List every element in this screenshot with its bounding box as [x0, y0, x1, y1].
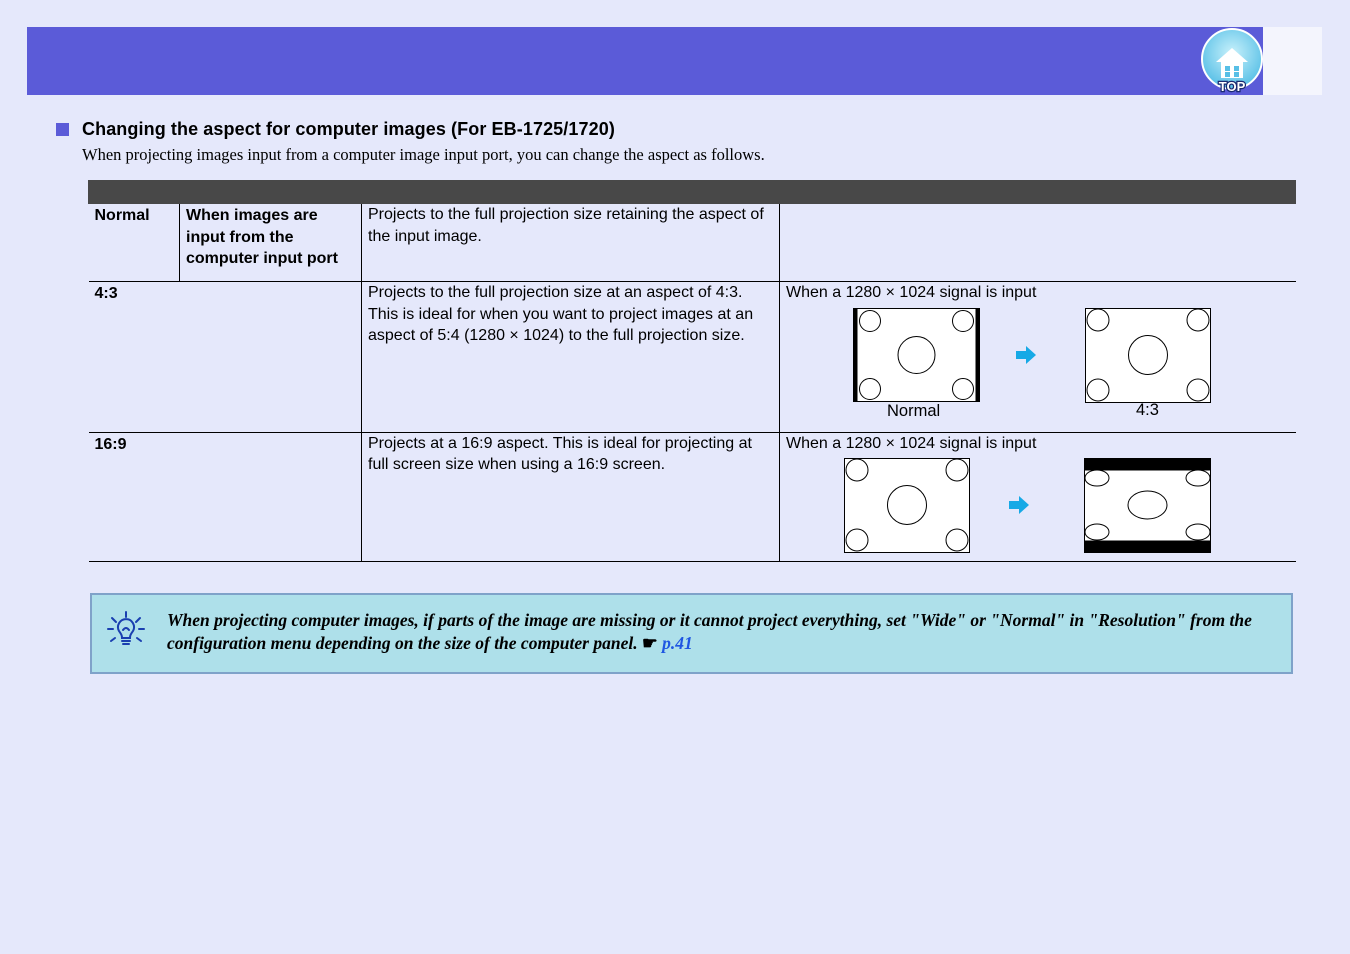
header-cap: [1263, 27, 1322, 95]
screen-4-3: [1086, 308, 1211, 402]
aspect-diagram-svg: [780, 304, 1284, 432]
mode-cell: 4:3: [89, 282, 362, 433]
example-cell: [780, 282, 1296, 433]
top-button[interactable]: [1200, 28, 1264, 94]
screen-normal: [845, 459, 970, 553]
aspect-diagram-4-3: [786, 304, 1290, 432]
header-band: [27, 27, 1263, 95]
example-caption: When a 1280 × 1024 signal is input: [786, 284, 1037, 301]
figure-label-normal: Normal: [887, 401, 941, 420]
mode-cell: 16:9: [89, 432, 362, 561]
aspect-diagram-16-9: [786, 454, 1290, 558]
table-row: [89, 282, 1296, 433]
page-link[interactable]: p.41: [662, 632, 693, 653]
example-cell: [780, 432, 1296, 561]
figure-label-4-3: 4:3: [1136, 400, 1159, 419]
section-title: Changing the aspect for computer images (For EB-1725/1720): [82, 118, 615, 139]
screen-normal: [854, 308, 980, 401]
arrow-right-icon: [1016, 346, 1036, 364]
description-cell: Projects at a 16:9 aspect. This is ideal for projecting at full screen size when using a 16:9 screen.: [362, 432, 780, 561]
example-cell: [780, 204, 1296, 282]
arrow-right-icon: [1009, 496, 1029, 514]
table-header-row: [89, 181, 1296, 204]
aspect-table: [88, 180, 1296, 562]
description-cell: Projects to the full projection size at an aspect of 4:3. This is ideal for when you want to project images at an aspect of 5:4 (1280 × 1024) to the full projection size.: [362, 282, 780, 433]
description-cell: Projects to the full projection size retaining the aspect of the input image.: [362, 204, 780, 282]
bullet-square-icon: [56, 123, 69, 136]
screen-16-9: [1085, 459, 1211, 553]
pointing-hand-icon: ☛: [641, 632, 658, 653]
table-header-bar: [89, 181, 1296, 204]
condition-cell: When images are input from the computer input port: [180, 204, 362, 282]
example-caption: When a 1280 × 1024 signal is input: [786, 434, 1037, 452]
top-label: TOP: [1218, 79, 1246, 94]
table-row: [89, 204, 1296, 282]
tip-text: [167, 609, 1277, 654]
aspect-diagram-svg: [780, 454, 1284, 558]
section-heading: [56, 118, 615, 140]
top-house-icon: [1200, 28, 1264, 94]
lightbulb-tip-icon: [106, 609, 146, 649]
mode-cell: Normal: [89, 204, 180, 282]
section-intro: When projecting images input from a computer image input port, you can change the aspect as follows.: [82, 145, 765, 164]
tip-body: When projecting computer images, if parts of the image are missing or it cannot project everything, set "Wide" or "Normal" in "Resolution" from the configuration menu depending on the size of the computer panel.: [167, 610, 1252, 653]
tip-note: [90, 593, 1293, 674]
table-row: [89, 432, 1296, 561]
